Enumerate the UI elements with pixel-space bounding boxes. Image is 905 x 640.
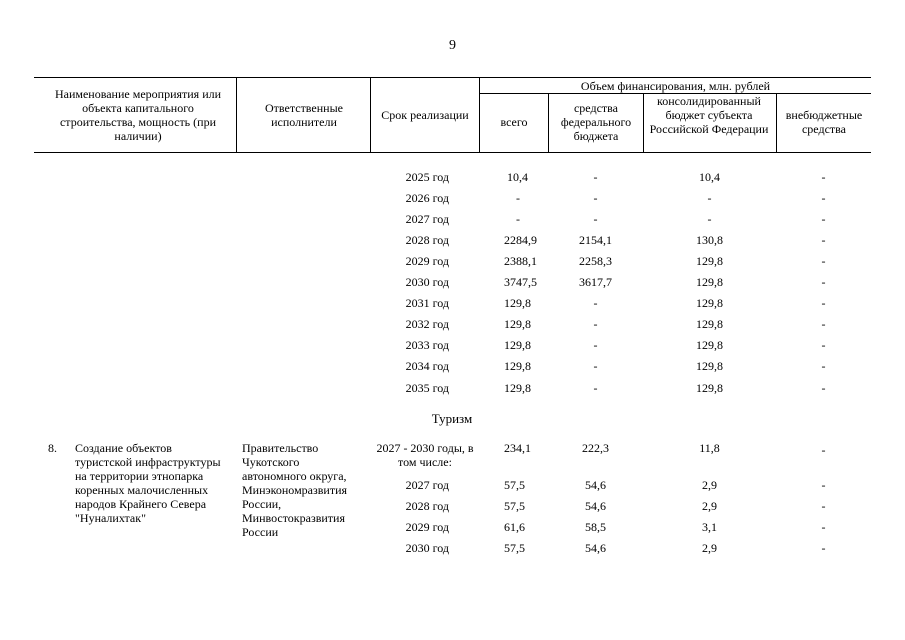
table-row-extra: - bbox=[821, 170, 826, 184]
col-divider-regional bbox=[776, 93, 777, 152]
table-row-year: 2026 год bbox=[405, 191, 449, 205]
table-row-year: 2035 год bbox=[405, 381, 449, 395]
table-row-federal: - bbox=[593, 381, 598, 395]
table-row-total: 129,8 bbox=[504, 338, 531, 352]
item-name: Создание объектов туристской инфраструктуры на территории этнопарка коренных малочисленных народов Крайнего Севера "Нуналихтак" bbox=[75, 441, 221, 525]
item-federal: 222,3 bbox=[582, 441, 609, 455]
table-row-extra: - bbox=[821, 275, 826, 289]
table-row-federal: - bbox=[593, 212, 598, 226]
table-row-regional: - bbox=[707, 212, 712, 226]
section-title: Туризм bbox=[431, 411, 473, 426]
table-row-regional: 2,9 bbox=[702, 478, 717, 492]
table-row-total: 10,4 bbox=[507, 170, 528, 184]
item-total: 234,1 bbox=[504, 441, 531, 455]
table-row-extra: - bbox=[821, 191, 826, 205]
table-row-federal: 58,5 bbox=[585, 520, 606, 534]
table-row-total: - bbox=[516, 212, 520, 226]
table-row-total: 57,5 bbox=[504, 499, 525, 513]
table-row-total: 3747,5 bbox=[504, 275, 537, 289]
header-col-federal: средства федерального бюджета bbox=[560, 101, 632, 143]
table-row-extra: - bbox=[821, 478, 826, 492]
table-row-extra: - bbox=[821, 233, 826, 247]
table-row-regional: 130,8 bbox=[696, 233, 723, 247]
header-col-total: всего bbox=[500, 115, 528, 129]
col-divider-total bbox=[548, 93, 549, 152]
table-row-total: 57,5 bbox=[504, 541, 525, 555]
table-row-regional: 129,8 bbox=[696, 275, 723, 289]
table-row-federal: - bbox=[593, 359, 598, 373]
table-row-total: 57,5 bbox=[504, 478, 525, 492]
table-row-year: 2031 год bbox=[405, 296, 449, 310]
table-row-federal: 3617,7 bbox=[579, 275, 612, 289]
table-row-regional: - bbox=[707, 191, 712, 205]
table-top-rule bbox=[34, 77, 871, 78]
table-row-year: 2028 год bbox=[405, 233, 449, 247]
page-number: 9 bbox=[449, 38, 456, 53]
table-row-extra: - bbox=[821, 317, 826, 331]
table-row-federal: 54,6 bbox=[585, 541, 606, 555]
table-row-year: 2028 год bbox=[405, 499, 449, 513]
table-row-year: 2034 год bbox=[405, 359, 449, 373]
item-regional: 11,8 bbox=[699, 441, 720, 455]
table-row-regional: 3,1 bbox=[702, 520, 717, 534]
table-row-regional: 129,8 bbox=[696, 381, 723, 395]
col-divider-federal bbox=[643, 93, 644, 152]
table-row-year: 2025 год bbox=[405, 170, 449, 184]
table-row-total: - bbox=[516, 191, 520, 205]
table-row-extra: - bbox=[821, 541, 826, 555]
item-executors: Правительство Чукотского автономного округа, Минэкономразвития России, Минвостокразвития России bbox=[242, 441, 348, 539]
table-row-regional: 129,8 bbox=[696, 338, 723, 352]
table-row-year: 2029 год bbox=[405, 520, 449, 534]
table-row-federal: - bbox=[593, 170, 598, 184]
header-col-funding: Объем финансирования, млн. рублей bbox=[580, 79, 771, 93]
table-row-regional: 129,8 bbox=[696, 296, 723, 310]
table-row-federal: - bbox=[593, 317, 598, 331]
item-period: 2027 - 2030 годы, в том числе: bbox=[376, 441, 474, 469]
table-row-total: 129,8 bbox=[504, 381, 531, 395]
table-row-extra: - bbox=[821, 520, 826, 534]
table-row-total: 2284,9 bbox=[504, 233, 537, 247]
table-row-extra: - bbox=[821, 499, 826, 513]
table-row-year: 2030 год bbox=[405, 275, 449, 289]
table-row-extra: - bbox=[821, 359, 826, 373]
header-col-extra: внебюджетные средства bbox=[785, 108, 863, 136]
table-row-total: 129,8 bbox=[504, 317, 531, 331]
col-divider-name bbox=[236, 77, 237, 152]
table-row-federal: - bbox=[593, 191, 598, 205]
table-row-total: 129,8 bbox=[504, 359, 531, 373]
table-row-regional: 2,9 bbox=[702, 541, 717, 555]
table-row-year: 2027 год bbox=[405, 212, 449, 226]
table-row-regional: 129,8 bbox=[696, 317, 723, 331]
header-col-executors: Ответственные исполнители bbox=[265, 101, 343, 129]
table-header-bottom-rule bbox=[34, 152, 871, 153]
header-col-name: Наименование мероприятия или объекта капитального строительства, мощность (при наличии) bbox=[54, 87, 222, 143]
table-row-federal: 2258,3 bbox=[579, 254, 612, 268]
table-row-total: 129,8 bbox=[504, 296, 531, 310]
header-col-period: Срок реализации bbox=[381, 108, 469, 122]
table-row-total: 61,6 bbox=[504, 520, 525, 534]
table-row-year: 2030 год bbox=[405, 541, 449, 555]
table-row-extra: - bbox=[821, 381, 826, 395]
table-row-year: 2032 год bbox=[405, 317, 449, 331]
header-col-regional: консолидированный бюджет субъекта Российской Федерации bbox=[649, 94, 769, 136]
table-row-federal: 54,6 bbox=[585, 478, 606, 492]
table-row-total: 2388,1 bbox=[504, 254, 537, 268]
table-row-extra: - bbox=[821, 296, 826, 310]
table-row-year: 2029 год bbox=[405, 254, 449, 268]
table-row-federal: - bbox=[593, 296, 598, 310]
table-row-year: 2027 год bbox=[405, 478, 449, 492]
table-row-extra: - bbox=[821, 254, 826, 268]
table-row-regional: 10,4 bbox=[699, 170, 720, 184]
item-extra: - bbox=[821, 443, 826, 457]
table-row-extra: - bbox=[821, 212, 826, 226]
item-number: 8. bbox=[48, 441, 57, 455]
table-row-federal: - bbox=[593, 338, 598, 352]
table-row-regional: 2,9 bbox=[702, 499, 717, 513]
table-row-federal: 54,6 bbox=[585, 499, 606, 513]
table-row-regional: 129,8 bbox=[696, 359, 723, 373]
table-row-regional: 129,8 bbox=[696, 254, 723, 268]
table-row-year: 2033 год bbox=[405, 338, 449, 352]
table-row-federal: 2154,1 bbox=[579, 233, 612, 247]
table-row-extra: - bbox=[821, 338, 826, 352]
